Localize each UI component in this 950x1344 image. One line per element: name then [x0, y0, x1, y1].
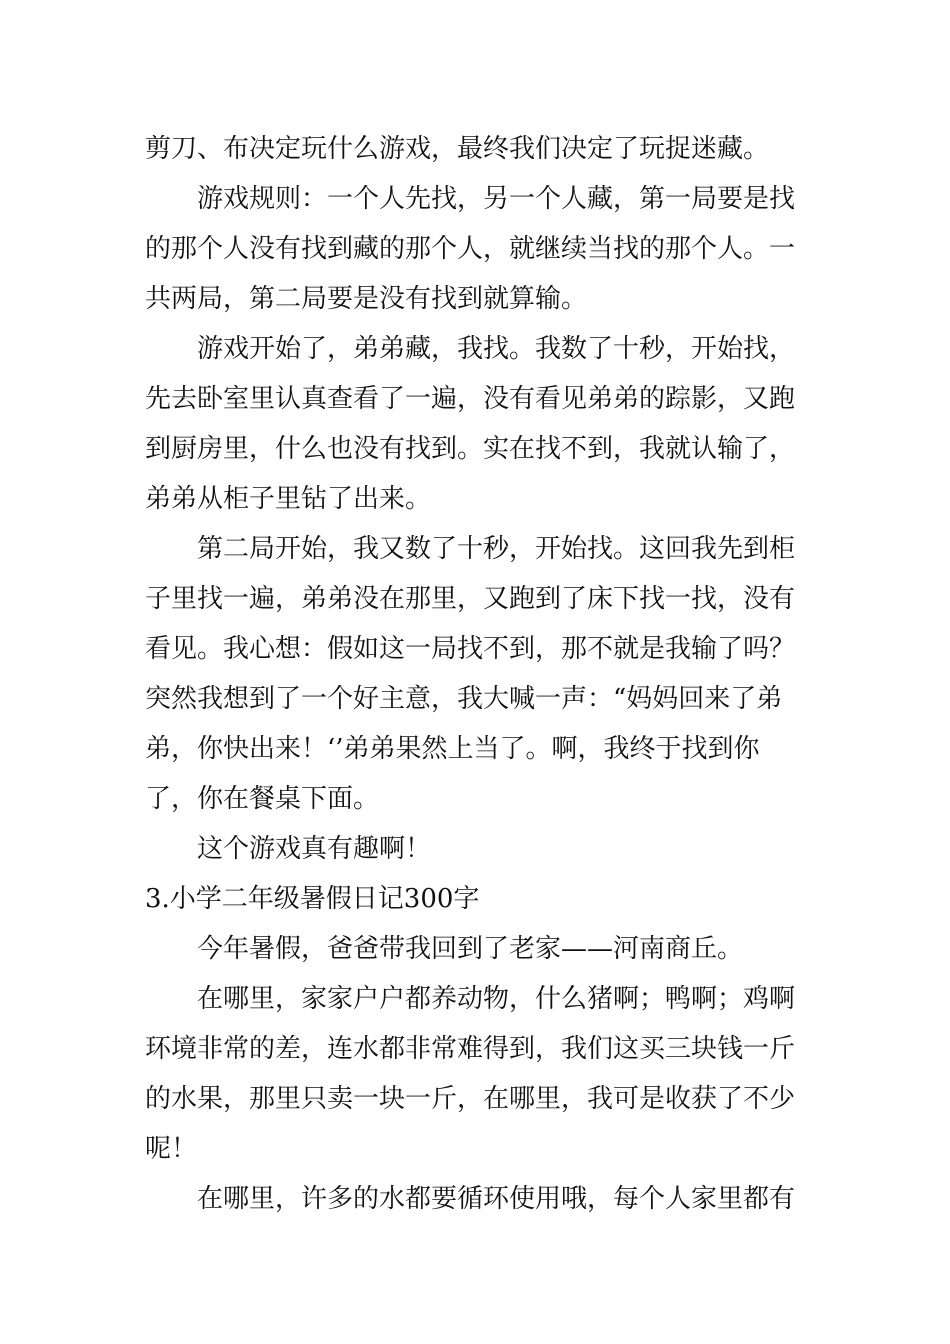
text-line: 的那个人没有找到藏的那个人，就继续当找的那个人。一: [145, 234, 796, 264]
text-line: 子里找一遍，弟弟没在那里，又跑到了床下找一找，没有: [145, 584, 796, 614]
text-line: 环境非常的差，连水都非常难得到，我们这买三块钱一斤: [145, 1034, 796, 1064]
text-line: 弟弟从柜子里钻了出来。: [145, 484, 432, 514]
paragraph-start-line: 第二局开始，我又数了十秒，开始找。这回我先到柜: [197, 534, 796, 564]
paragraph-start-line: 在哪里，许多的水都要循环使用哦，每个人家里都有: [197, 1184, 796, 1214]
text-line: 共两局，第二局要是没有找到就算输。: [145, 284, 588, 314]
text-line: 呢！: [145, 1134, 198, 1164]
text-line: 弟，你快出来！‘’弟弟果然上当了。啊，我终于找到你: [145, 734, 760, 764]
text-line: 看见。我心想：假如这一局找不到，那不就是我输了吗？: [145, 634, 796, 664]
text-line: 了，你在餐桌下面。: [145, 784, 380, 814]
text-line: 突然我想到了一个好主意，我大喊一声：“妈妈回来了弟: [145, 684, 783, 714]
text-line: 的水果，那里只卖一块一斤，在哪里，我可是收获了不少: [145, 1084, 796, 1114]
text-line: 到厨房里，什么也没有找到。实在找不到，我就认输了，: [145, 434, 796, 464]
text-line: 先去卧室里认真查看了一遍，没有看见弟弟的踪影，又跑: [145, 384, 796, 414]
section-heading: 3.小学二年级暑假日记300字: [145, 884, 480, 914]
text-line: 剪刀、布决定玩什么游戏，最终我们决定了玩捉迷藏。: [145, 134, 770, 164]
paragraph-start-line: 在哪里，家家户户都养动物，什么猪啊；鸭啊；鸡啊: [197, 984, 796, 1014]
paragraph-start-line: 游戏规则：一个人先找，另一个人藏，第一局要是找: [197, 184, 796, 214]
paragraph-start-line: 游戏开始了，弟弟藏，我找。我数了十秒，开始找，: [197, 334, 796, 364]
paragraph-start-line: 今年暑假，爸爸带我回到了老家——河南商丘。: [197, 934, 744, 964]
paragraph-start-line: 这个游戏真有趣啊！: [197, 834, 432, 864]
